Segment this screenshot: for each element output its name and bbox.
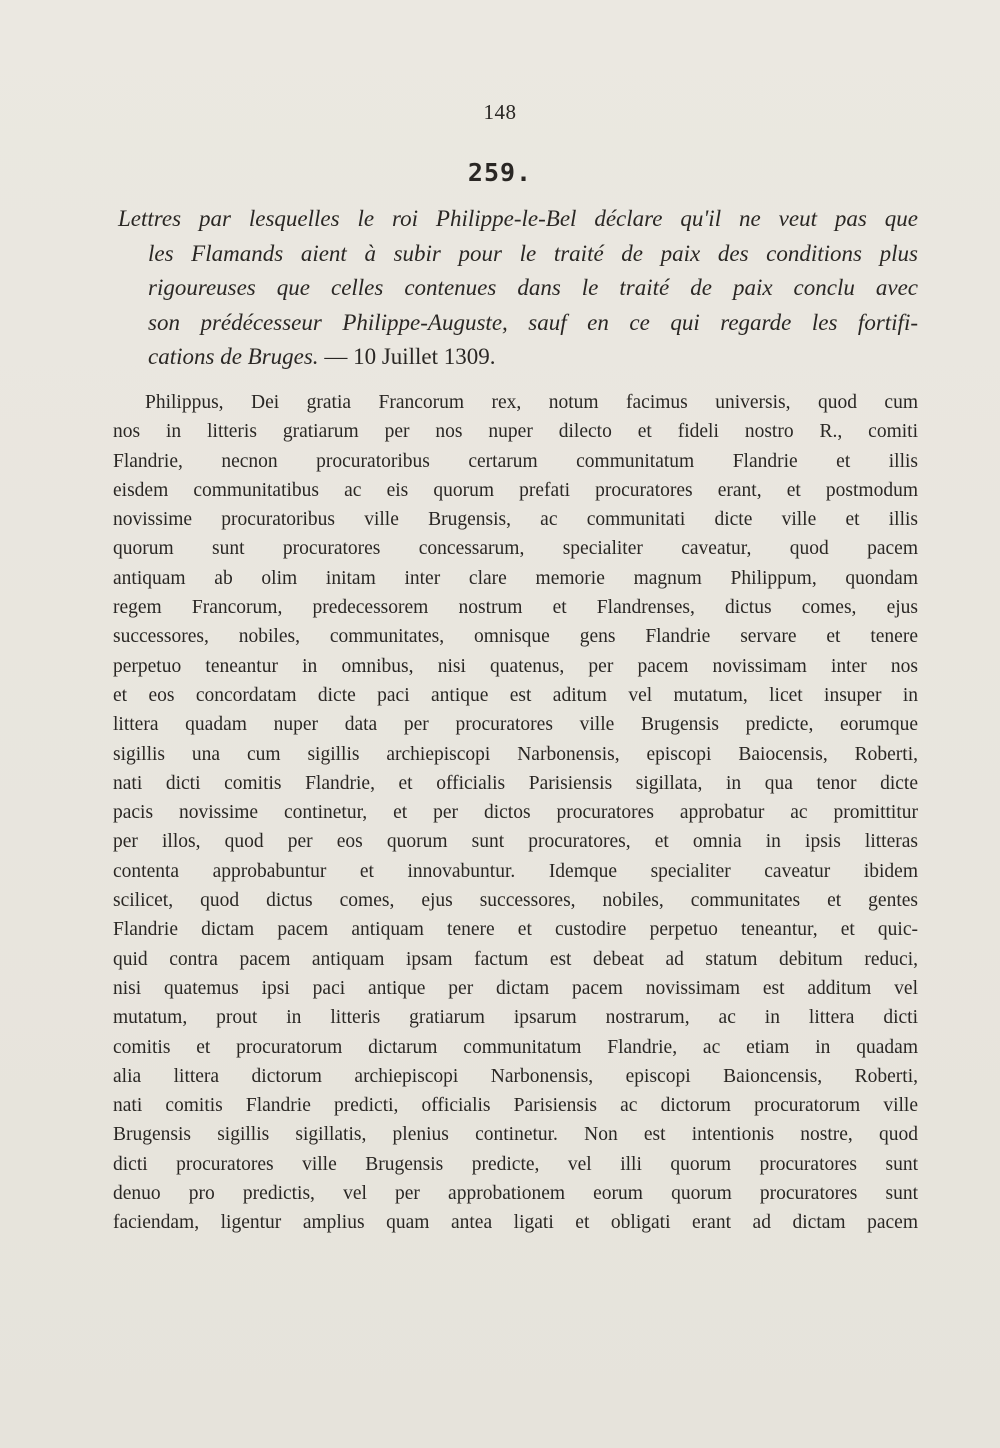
heading-line: les Flamands aient à subir pour le traité de paix des conditions plus — [148, 240, 918, 266]
body-line: contenta approbabuntur et innovabuntur. Idemque specialiter caveatur ibidem — [113, 860, 918, 882]
body-line: faciendam, ligentur amplius quam antea ligati et obligati erant ad dictam pacem — [113, 1212, 918, 1234]
body-line: Brugensis sigillis sigillatis, plenius continetur. Non est intentionis nostre, quod — [113, 1124, 918, 1146]
body-line: scilicet, quod dictus comes, ejus successores, nobiles, communitates et gentes — [113, 890, 918, 912]
body-line: antiquam ab olim initam inter clare memorie magnum Philippum, quondam — [113, 567, 918, 589]
body-line: Philippus, Dei gratia Francorum rex, notum facimus universis, quod cum — [145, 392, 918, 413]
document-heading — [118, 202, 918, 375]
page-number: 148 — [483, 100, 517, 124]
body-line: successores, nobiles, communitates, omnisque gens Flandrie servare et tenere — [113, 626, 918, 648]
body-line: dicti procuratores ville Brugensis predicte, vel illi quorum procuratores sunt — [113, 1153, 918, 1175]
body-line: per illos, quod per eos quorum sunt procuratores, et omnia in ipsis litteras — [113, 831, 918, 853]
body-line: eisdem communitatibus ac eis quorum prefati procuratores erant, et postmodum — [113, 479, 918, 501]
body-line: perpetuo teneantur in omnibus, nisi quatenus, per pacem novissimam inter nos — [113, 655, 918, 677]
heading-line: son prédécesseur Philippe-Auguste, sauf en ce qui regarde les fortifi- — [148, 309, 918, 335]
body-line: nos in litteris gratiarum per nos nuper dilecto et fideli nostro R., comiti — [113, 421, 918, 443]
body-line: nati dicti comitis Flandrie, et officialis Parisiensis sigillata, in qua tenor dicte — [113, 772, 918, 794]
body-line: nisi quatemus ipsi paci antique per dictam pacem novissimam est additum vel — [113, 977, 918, 999]
heading-line: cations de Bruges. — [148, 344, 319, 370]
document-number: 259. — [467, 158, 533, 187]
body-line: sigillis una cum sigillis archiepiscopi Narbonensis, episcopi Baiocensis, Roberti, — [113, 743, 918, 765]
body-line: et eos concordatam dicte paci antique est aditum vel mutatum, licet insuper in — [113, 684, 918, 706]
body-line: alia littera dictorum archiepiscopi Narbonensis, episcopi Baioncensis, Roberti, — [113, 1065, 918, 1087]
body-text — [113, 388, 918, 1238]
heading-line: rigoureuses que celles contenues dans le traité de paix conclu avec — [148, 275, 918, 301]
heading-line-last — [118, 340, 918, 375]
body-line: novissime procuratoribus ville Brugensis, ac communitati dicte ville et illis — [113, 509, 918, 531]
body-line: Flandrie, necnon procuratoribus certarum communitatum Flandrie et illis — [113, 450, 918, 472]
body-line: quorum sunt procuratores concessarum, specialiter caveatur, quod pacem — [113, 538, 918, 560]
document-date: — 10 Juillet 1309. — [324, 344, 496, 370]
body-line: regem Francorum, predecessorem nostrum et Flandrenses, dictus comes, ejus — [113, 597, 918, 619]
body-line: pacis novissime continetur, et per dictos procuratores approbatur ac promittitur — [113, 802, 918, 824]
body-line: Flandrie dictam pacem antiquam tenere et custodire perpetuo teneantur, et quic- — [113, 919, 918, 941]
body-line: mutatum, prout in litteris gratiarum ipsarum nostrarum, ac in littera dicti — [113, 1007, 918, 1029]
heading-line: Lettres par lesquelles le roi Philippe-le-Bel déclare qu'il ne veut pas que — [118, 206, 918, 231]
body-line: denuo pro predictis, vel per approbationem eorum quorum procuratores sunt — [113, 1183, 918, 1205]
body-line: quid contra pacem antiquam ipsam factum est debeat ad statum debitum reduci, — [113, 948, 918, 970]
body-line: comitis et procuratorum dictarum communitatum Flandrie, ac etiam in quadam — [113, 1036, 918, 1058]
body-line: littera quadam nuper data per procuratores ville Brugensis predicte, eorumque — [113, 714, 918, 736]
body-line: nati comitis Flandrie predicti, officialis Parisiensis ac dictorum procuratorum ville — [113, 1095, 918, 1117]
